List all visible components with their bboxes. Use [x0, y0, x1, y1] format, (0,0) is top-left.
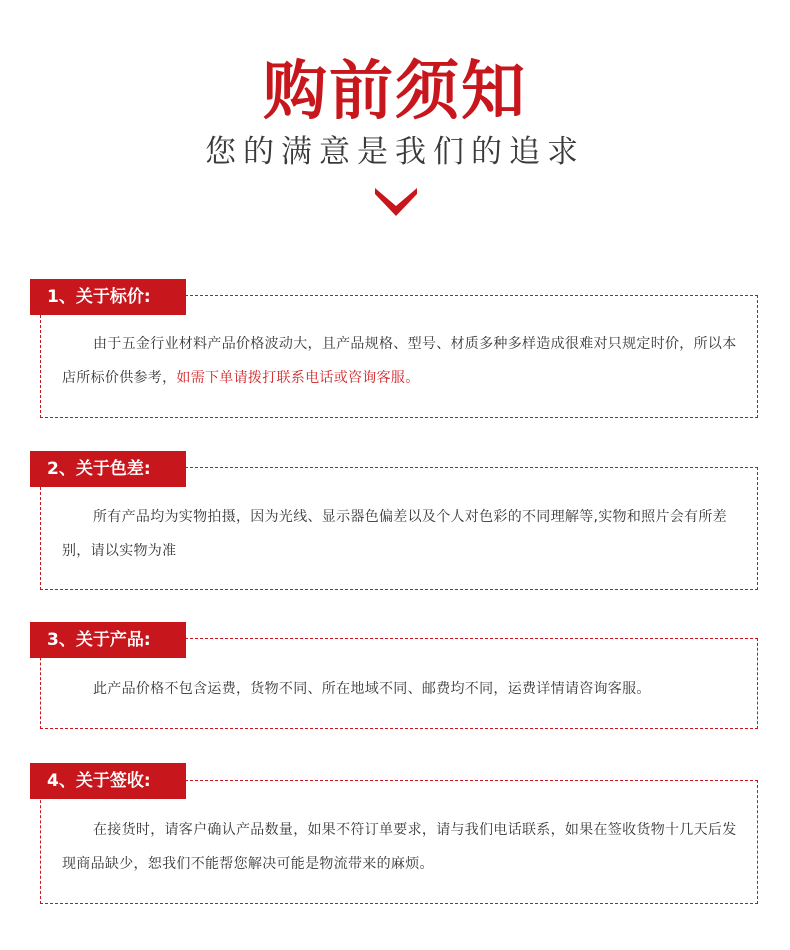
- section-text: [62, 500, 742, 568]
- chevron-down-shape: [375, 188, 417, 216]
- section-tag: 2、关于色差:: [30, 451, 186, 487]
- section-tag: 1、关于标价:: [30, 279, 186, 315]
- section-tag: 4、关于签收:: [30, 763, 186, 799]
- section-body-text: 在接货时，请客户确认产品数量，如果不符订单要求，请与我们电话联系，如果在签收货物十几天后发现商品缺少，恕我们不能帮您解决可能是物流带来的麻烦。: [62, 822, 737, 872]
- section-tag: 3、关于产品:: [30, 622, 186, 658]
- section-text: [62, 813, 742, 881]
- section-body-text: 此产品价格不包含运费，货物不同、所在地域不同、邮费均不同，运费详情请咨询客服。: [93, 681, 651, 697]
- section-text: [62, 327, 742, 395]
- chevron-down-icon: [375, 188, 417, 218]
- section-body-text: 所有产品均为实物拍摄，因为光线、显示器色偏差以及个人对色彩的不同理解等,实物和照片会有所差别，请以实物为准: [62, 509, 727, 559]
- page-title: 购前须知: [263, 55, 527, 129]
- section-highlight-text: 如需下单请拨打联系电话或咨询客服。: [176, 370, 420, 386]
- section-body-text: 由于五金行业材料产品价格波动大，且产品规格、型号、材质多种多样造成很难对只规定时价，所以本店所标价供参考，: [62, 336, 737, 386]
- section-text: [62, 672, 742, 706]
- page-subtitle: 您的满意是我们的追求: [205, 134, 585, 170]
